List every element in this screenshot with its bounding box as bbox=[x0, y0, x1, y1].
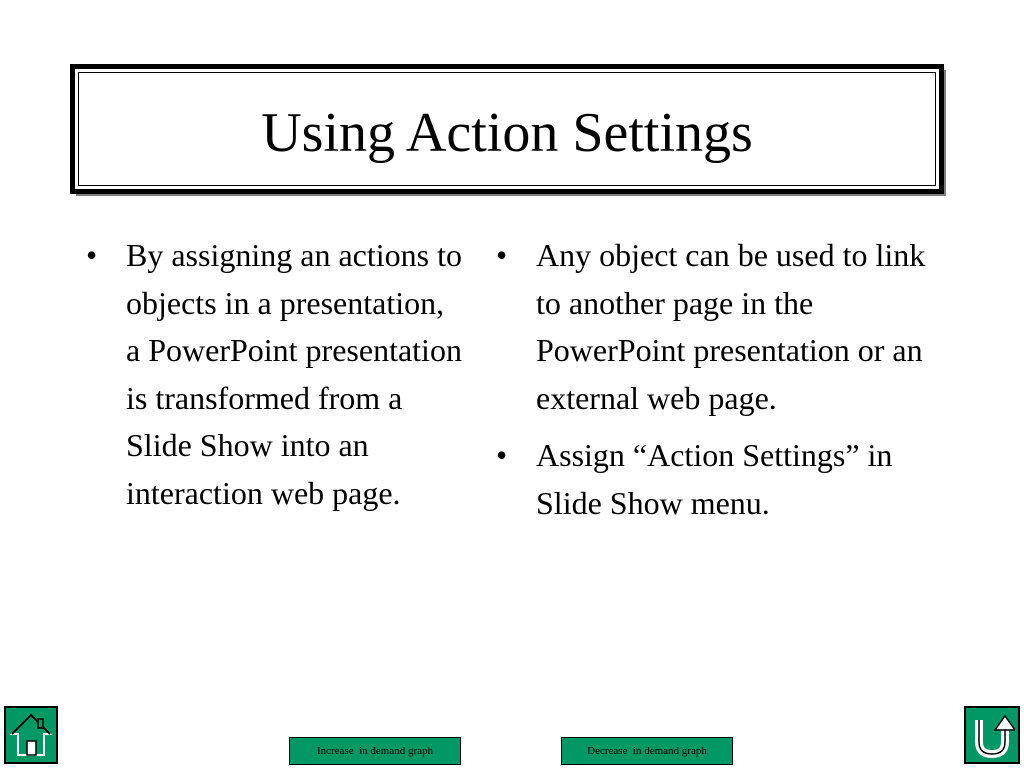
bullet-marker: • bbox=[496, 237, 508, 273]
bullet-item bbox=[496, 432, 946, 527]
return-icon bbox=[969, 710, 1015, 760]
home-button[interactable] bbox=[4, 706, 58, 764]
slide-title: Using Action Settings bbox=[261, 102, 753, 164]
bullet-marker: • bbox=[496, 437, 508, 473]
bullet-marker: • bbox=[86, 237, 98, 273]
bullet-text: By assigning an actions to objects in a presentation, a PowerPoint presentation is transformed from a Slide Show into an interaction web page. bbox=[126, 237, 462, 511]
home-icon bbox=[9, 711, 53, 759]
return-button[interactable] bbox=[964, 706, 1020, 764]
bullet-item bbox=[86, 232, 466, 517]
left-bullet-column bbox=[86, 232, 466, 527]
increase-demand-graph-link[interactable]: Increase in demand graph bbox=[289, 737, 461, 765]
right-bullet-column bbox=[496, 232, 946, 537]
title-box bbox=[70, 64, 944, 194]
bullet-item bbox=[496, 232, 946, 422]
decrease-demand-graph-link[interactable]: Decrease in demand graph bbox=[561, 737, 733, 765]
bullet-text: Assign “Action Settings” in Slide Show menu. bbox=[536, 437, 893, 521]
bullet-text: Any object can be used to link to another page in the PowerPoint presentation or an external web page. bbox=[536, 237, 926, 416]
